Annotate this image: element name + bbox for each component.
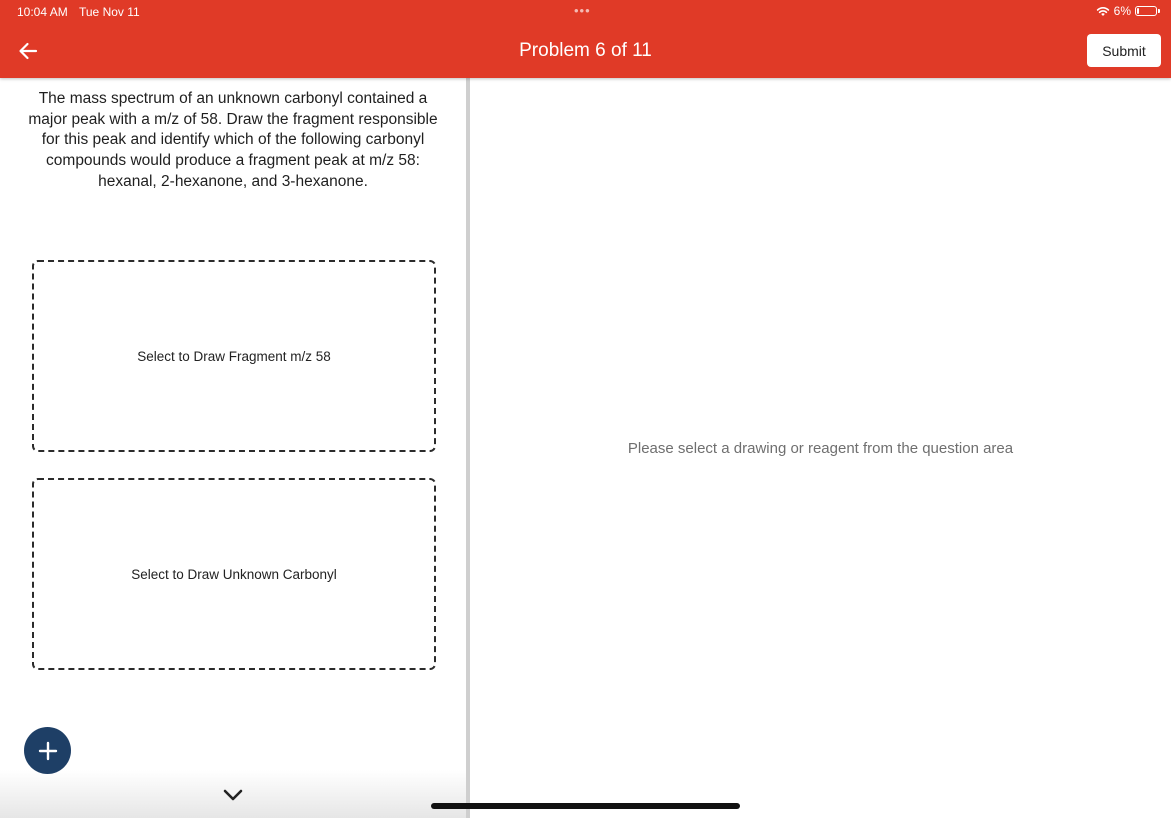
multitasking-dots[interactable]: ••• <box>574 3 591 18</box>
submit-button[interactable]: Submit <box>1087 34 1161 67</box>
draw-fragment-label: Select to Draw Fragment m/z 58 <box>137 348 331 364</box>
question-panel <box>0 78 466 818</box>
wifi-icon <box>1096 5 1110 17</box>
chevron-down-icon[interactable] <box>222 787 244 803</box>
top-bar <box>0 0 1171 78</box>
status-time: 10:04 AM <box>17 5 68 19</box>
status-date: Tue Nov 11 <box>79 5 140 19</box>
plus-icon <box>37 740 59 762</box>
drawing-placeholder-message: Please select a drawing or reagent from the question area <box>627 440 1014 457</box>
status-right <box>1096 4 1157 18</box>
battery-percent: 6% <box>1113 4 1131 18</box>
back-button[interactable] <box>14 37 42 65</box>
battery-icon <box>1135 6 1157 16</box>
add-button[interactable] <box>24 727 71 774</box>
draw-unknown-carbonyl-label: Select to Draw Unknown Carbonyl <box>131 566 337 582</box>
home-indicator[interactable] <box>431 803 740 809</box>
battery-level <box>1137 8 1139 14</box>
draw-unknown-carbonyl-box[interactable] <box>32 478 436 670</box>
drawing-panel <box>470 78 1171 818</box>
page-title: Problem 6 of 11 <box>519 40 652 61</box>
arrow-left-icon <box>18 42 38 60</box>
question-text: The mass spectrum of an unknown carbonyl contained a major peak with a m/z of 58. Draw the fragment responsible for this peak and identify which of the following carbonyl compounds would produce a fragment peak at m/z 58: hexanal, 2-hexanone, and 3-hexanone. <box>28 90 438 190</box>
draw-fragment-box[interactable] <box>32 260 436 452</box>
